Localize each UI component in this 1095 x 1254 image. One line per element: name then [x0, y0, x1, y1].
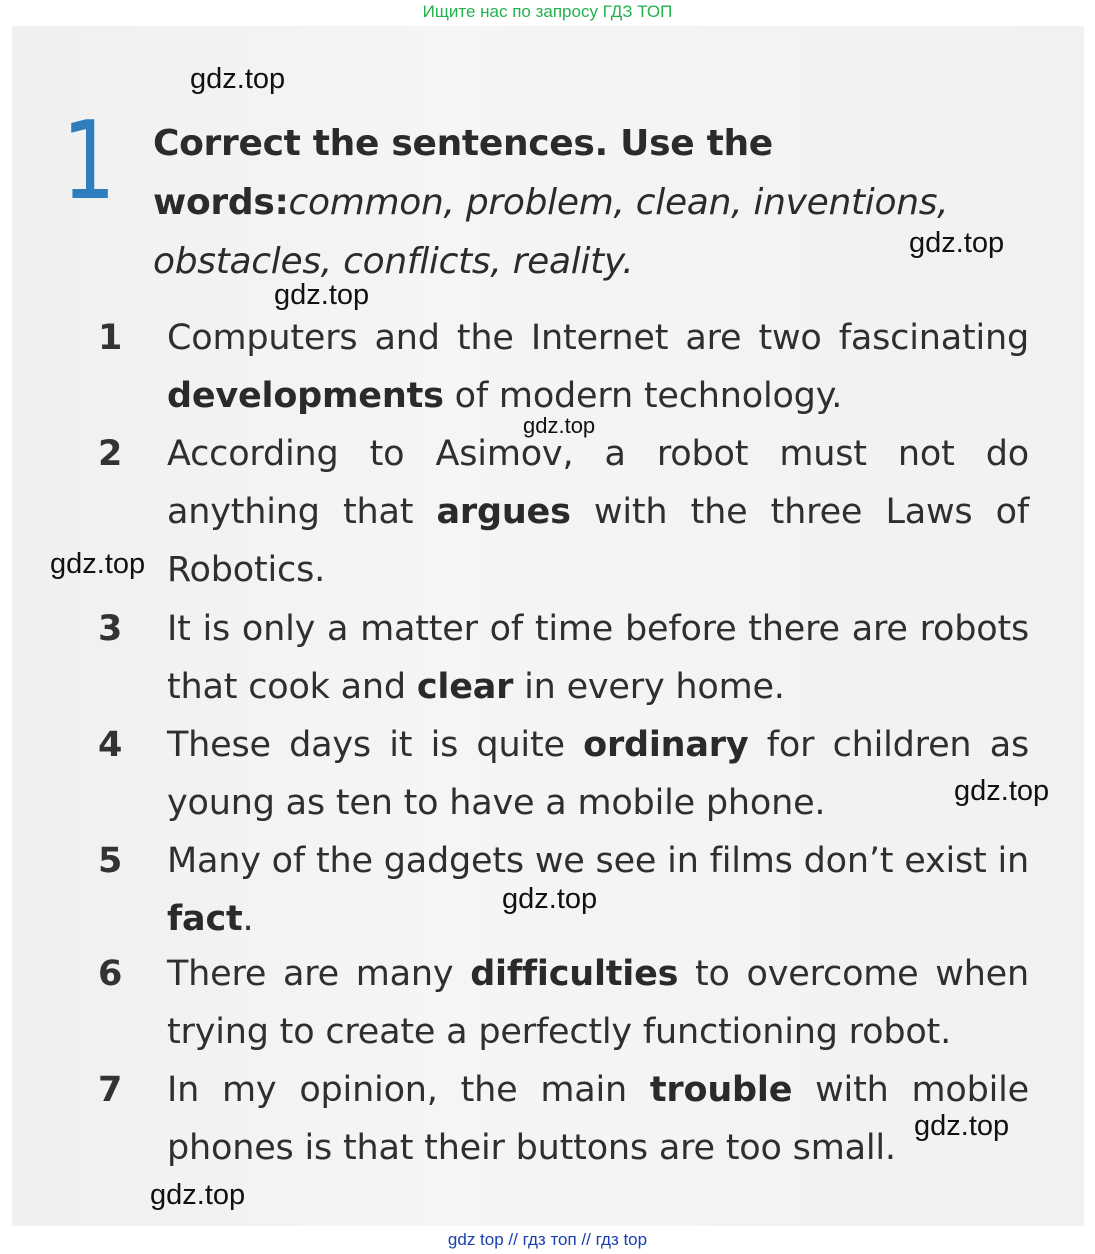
footer-banner: gdz top // гдз топ // гдз top	[447, 1230, 648, 1249]
header-banner: Ищите нас по запросу ГДЗ ТОП	[422, 2, 673, 21]
instruction-lead: Correct the sentences. Use the words:	[153, 123, 773, 223]
sentence-number: 3	[98, 609, 123, 649]
watermark-text: gdz.top	[523, 413, 596, 438]
watermark-text: gdz.top	[909, 227, 1005, 259]
sentence-number: 6	[98, 954, 123, 994]
watermark-text: gdz.top	[50, 548, 146, 580]
watermark-text: gdz.top	[274, 279, 370, 311]
sentence-number: 7	[98, 1070, 123, 1110]
exercise-instruction	[153, 114, 1033, 291]
watermark-text: gdz.top	[954, 775, 1050, 807]
sentence-text: Many of the gadgets we see in films don’t exist in fact.	[167, 841, 1029, 939]
watermark-text: gdz.top	[190, 63, 286, 95]
watermark-text: gdz.top	[502, 883, 598, 915]
highlighted-word: trouble	[649, 1070, 793, 1110]
highlighted-word: ordinary	[583, 725, 749, 765]
instruction-word-list: common, problem, clean, inventions, obstacles, conflicts, reality.	[153, 182, 949, 282]
sentence-number: 1	[98, 318, 123, 358]
highlighted-word: argues	[436, 492, 571, 532]
exercise-number: 1	[62, 99, 116, 224]
sentence-text: There are many difficulties to overcome when trying to create a perfectly functioning robot.	[167, 954, 1029, 1052]
highlighted-word: fact	[167, 899, 243, 939]
sentence-text: In my opinion, the main trouble with mobile phones is that their buttons are too small.	[167, 1070, 1029, 1168]
watermark-text: gdz.top	[914, 1110, 1010, 1142]
highlighted-word: developments	[167, 376, 444, 416]
sentence-number: 2	[98, 434, 123, 474]
sentence-number: 4	[98, 725, 123, 765]
highlighted-word: difficulties	[470, 954, 679, 994]
sentence-number: 5	[98, 841, 123, 881]
sentence-text: These days it is quite ordinary for children as young as ten to have a mobile phone.	[167, 725, 1029, 823]
sentence-text: According to Asimov, a robot must not do anything that argues with the three Laws of Robotics.	[167, 434, 1030, 590]
sentence-text: It is only a matter of time before there are robots that cook and clear in every home.	[167, 609, 1029, 707]
watermark-text: gdz.top	[150, 1179, 246, 1211]
sentence-text: Computers and the Internet are two fascinating developments of modern technology.	[167, 318, 1029, 416]
highlighted-word: clear	[416, 667, 514, 707]
